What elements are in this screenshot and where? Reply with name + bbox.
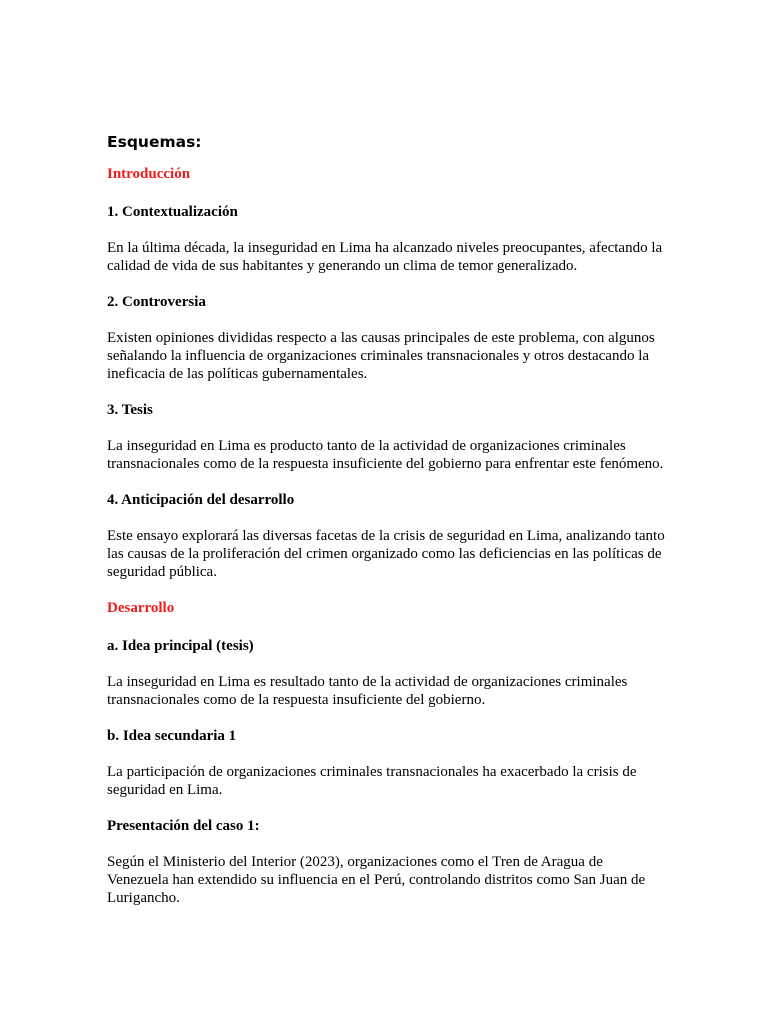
paragraph: Existen opiniones divididas respecto a las causas principales de este problema, con algunos señalando la influencia de organizaciones criminales transnacionales y otros destacando la ineficacia de las políticas gubernamentales. — [107, 330, 655, 382]
subsection-heading: 2. Controversia — [107, 294, 206, 310]
subsection-heading: 1. Contextualización — [107, 204, 238, 220]
paragraph: La inseguridad en Lima es producto tanto de la actividad de organizaciones criminales transnacionales como de la respuesta insuficiente del gobierno para enfrentar este fenómeno. — [107, 438, 664, 472]
subsection-heading: 4. Anticipación del desarrollo — [107, 492, 295, 508]
paragraph: Según el Ministerio del Interior (2023), organizaciones como el Tren de Aragua de Venezuela han extendido su influencia en el Perú, controlando distritos como San Juan de Lurigancho. — [107, 854, 646, 906]
document-title: Esquemas: — [107, 133, 202, 151]
paragraph: La participación de organizaciones criminales transnacionales ha exacerbado la crisis de seguridad en Lima. — [107, 764, 637, 798]
subsection-heading: Presentación del caso 1: — [107, 818, 260, 834]
paragraph: Este ensayo explorará las diversas facetas de la crisis de seguridad en Lima, analizando tanto las causas de la proliferación del crimen organizado como las deficiencias en las políticas de seguridad pública. — [107, 528, 665, 580]
section-heading: Desarrollo — [107, 600, 175, 616]
document-page — [107, 132, 667, 925]
subsection-heading: 3. Tesis — [107, 402, 153, 418]
paragraph: La inseguridad en Lima es resultado tanto de la actividad de organizaciones criminales transnacionales como de la respuesta insuficiente del gobierno. — [107, 674, 628, 708]
document-body — [107, 165, 667, 907]
subsection-heading: a. Idea principal (tesis) — [107, 638, 254, 654]
section-heading: Introducción — [107, 166, 191, 182]
paragraph: En la última década, la inseguridad en Lima ha alcanzado niveles preocupantes, afectando la calidad de vida de sus habitantes y generando un clima de temor generalizado. — [107, 240, 663, 274]
subsection-heading: b. Idea secundaria 1 — [107, 728, 237, 744]
